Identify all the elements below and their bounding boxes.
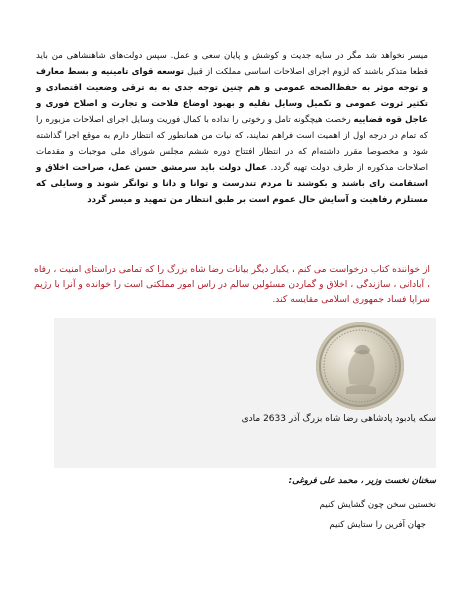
main-text-part-1: میسر نخواهد شد مگر در سایه جدیت و کوشش و پایان سعی و عمل. سپس دولت‌های شاهنشاهی من باید قطعا متذکر باشند که لزوم اجرای اصلاحات اساسی مملکت از قبیل: [36, 51, 428, 77]
main-text-bold-1: توسعه قوای تامینیه و بسط معارف و توجه موثر به حفظ‌الصحه عمومی و هم چنین توجه جدی به به ترقی وضعیت اقتصادی و تکثیر ثروت عمومی و تکمیل وسایل نقلیه و بهبود اوضاع فلاحت و تجارت و اصلاح فوری و عاجل قوه قضاییه: [36, 67, 428, 125]
section-title: سخنان نخست وزیر ، محمد علی فروغی:: [288, 476, 436, 486]
poem-line-2: جهان آفرین را ستایش کنیم: [329, 520, 426, 530]
coin-caption: سکه یادبود پادشاهی رضا شاه بزرگ آذر 2633 مادی: [241, 414, 436, 424]
poem-line-1: نخستین سخن چون گشایش کنیم: [319, 500, 436, 510]
reader-request-paragraph: از خوانندە کتاب درخواست می کنم ، یکبار دیگر بیانات رضا شاه بزرگ را که تمامی دراستای امنیت ، رفاه ، آبادانی ، سازندگی ، اخلاق و گماردن مسئولین سالم در راس امور مملکتی است را خوانده و آنرا با رژیم سراپا فساد جمهوری اسلامی مقایسه کند.: [34, 264, 430, 305]
main-paragraph: [36, 48, 428, 208]
main-text-bold-2: عمال دولت باید سرمشق حسن عمل، صراحت اخلاق و استقامت رای باشند و بکوشند تا مردم تندرست و توانا و دانا و توانگر شوند و وسایلی که مستلزم رفاهیت و آسایش حال عموم است بر طبق انتظار من تمهید و میسر گردد: [36, 163, 428, 205]
main-text-part-2: رخصت هیچگونه تامل و رخوتی را نداده با کمال فوریت وسایل اجرای اصلاحات مزبوره را که تمام در درجه اول از اهمیت است فراهم نمایند، که نیات من همانطور که انتظار دارم به موقع اجرا گذاشته شود و مخصوصا مقرر داشته‌ام که در انتظار افتتاح دوره ششم مجلس شورای ملی موجبات و مقدمات اصلاحات مذکوره از طرف دولت تهیه گردد.: [36, 115, 428, 173]
coin-portrait-icon: [316, 322, 404, 410]
coin-image: [316, 322, 404, 410]
